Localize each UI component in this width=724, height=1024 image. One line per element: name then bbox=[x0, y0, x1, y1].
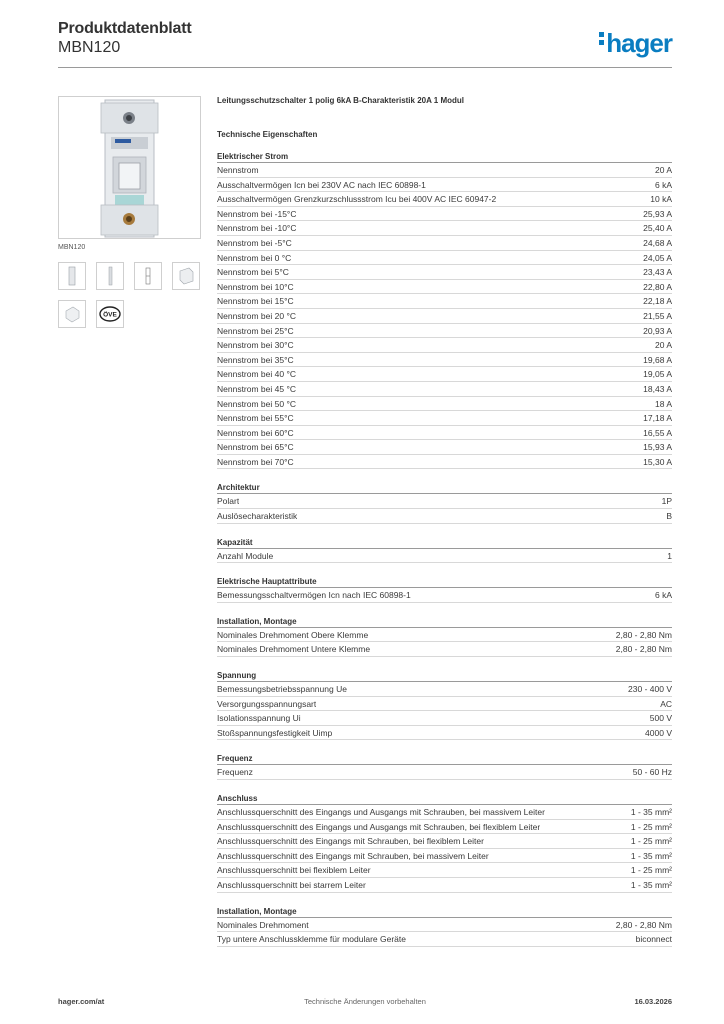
spec-label: Nennstrom bei 5°C bbox=[217, 267, 289, 278]
spec-row bbox=[217, 440, 672, 455]
spec-value: 1 - 25 mm² bbox=[630, 836, 672, 847]
thumbnail-side-view[interactable] bbox=[96, 262, 124, 290]
spec-value: 1 - 35 mm² bbox=[630, 807, 672, 817]
hager-logo bbox=[599, 28, 672, 59]
spec-value: 4000 V bbox=[645, 727, 672, 738]
spec-group bbox=[217, 538, 672, 564]
footer-disclaimer: Technische Änderungen vorbehalten bbox=[304, 997, 426, 1006]
spec-row bbox=[217, 294, 672, 309]
spec-row bbox=[217, 682, 672, 697]
spec-row bbox=[217, 918, 672, 933]
spec-value: 500 V bbox=[649, 713, 672, 724]
spec-label: Typ untere Anschlussklemme für modulare Geräte bbox=[217, 934, 406, 945]
spec-group-title: Architektur bbox=[217, 483, 672, 494]
ove-certification-icon bbox=[97, 301, 123, 327]
spec-value: 19,05 A bbox=[643, 369, 672, 380]
spec-label: Anschlussquerschnitt des Eingangs mit Schrauben, bei massivem Leiter bbox=[217, 850, 489, 861]
spec-row bbox=[217, 192, 672, 207]
spec-row bbox=[217, 382, 672, 397]
product-image bbox=[58, 96, 201, 239]
thumbnail-certification[interactable] bbox=[96, 300, 124, 328]
spec-value: 50 - 60 Hz bbox=[632, 767, 672, 778]
spec-label: Nennstrom bei 40 °C bbox=[217, 369, 296, 380]
spec-value: 15,30 A bbox=[643, 456, 672, 467]
logo-text: hager bbox=[606, 28, 672, 58]
spec-value: 20 A bbox=[654, 340, 672, 351]
spec-row bbox=[217, 455, 672, 470]
spec-value: 1 bbox=[667, 550, 672, 561]
spec-group bbox=[217, 483, 672, 523]
spec-row bbox=[217, 338, 672, 353]
spec-label: Stoßspannungsfestigkeit Uimp bbox=[217, 727, 333, 738]
thumbnail-packaging[interactable] bbox=[58, 300, 86, 328]
spec-row bbox=[217, 878, 672, 893]
spec-label: Nennstrom bbox=[217, 165, 259, 175]
spec-group-title: Anschluss bbox=[217, 794, 672, 805]
spec-label: Nennstrom bei 20 °C bbox=[217, 310, 296, 321]
spec-row bbox=[217, 221, 672, 236]
spec-row bbox=[217, 765, 672, 780]
spec-group bbox=[217, 152, 672, 469]
document-header bbox=[58, 20, 672, 70]
spec-row bbox=[217, 367, 672, 382]
product-image-caption: MBN120 bbox=[58, 244, 86, 251]
document-subtitle: MBN120 bbox=[58, 39, 121, 56]
spec-label: Nennstrom bei 35°C bbox=[217, 354, 294, 365]
spec-value: B bbox=[666, 511, 672, 522]
spec-value: 18 A bbox=[654, 398, 672, 409]
spec-value: 25,93 A bbox=[643, 208, 672, 219]
spec-row bbox=[217, 207, 672, 222]
spec-value: 2,80 - 2,80 Nm bbox=[615, 919, 672, 930]
spec-group bbox=[217, 617, 672, 657]
spec-value: AC bbox=[660, 698, 672, 709]
spec-label: Nennstrom bei 30°C bbox=[217, 340, 294, 351]
spec-row bbox=[217, 697, 672, 712]
spec-label: Anschlussquerschnitt des Eingangs und Ausgangs mit Schrauben, bei flexiblem Leiter bbox=[217, 821, 541, 832]
spec-group bbox=[217, 754, 672, 780]
spec-row bbox=[217, 163, 672, 178]
spec-label: Anschlussquerschnitt bei starrem Leiter bbox=[217, 879, 366, 890]
spec-row bbox=[217, 251, 672, 266]
spec-label: Isolationsspannung Ui bbox=[217, 713, 301, 724]
spec-row bbox=[217, 309, 672, 324]
spec-group bbox=[217, 794, 672, 893]
spec-label: Nennstrom bei 15°C bbox=[217, 296, 294, 307]
spec-group-title: Spannung bbox=[217, 671, 672, 682]
spec-value: 17,18 A bbox=[643, 413, 672, 424]
spec-value: 2,80 - 2,80 Nm bbox=[615, 644, 672, 655]
spec-value: 1 - 35 mm² bbox=[630, 850, 672, 861]
spec-row bbox=[217, 642, 672, 657]
spec-value: 21,55 A bbox=[643, 310, 672, 321]
certification-badge-text: ÖVE bbox=[103, 311, 117, 319]
spec-label: Nennstrom bei 50 °C bbox=[217, 398, 296, 409]
breaker-angled-icon bbox=[173, 263, 199, 289]
spec-row bbox=[217, 236, 672, 251]
spec-label: Nennstrom bei 45 °C bbox=[217, 383, 296, 394]
spec-value: 25,40 A bbox=[643, 223, 672, 234]
thumbnail-angled-view[interactable] bbox=[172, 262, 200, 290]
spec-row bbox=[217, 324, 672, 339]
spec-value: 22,18 A bbox=[643, 296, 672, 307]
spec-label: Nennstrom bei 10°C bbox=[217, 281, 294, 292]
spec-label: Bemessungsbetriebsspannung Ue bbox=[217, 684, 347, 695]
spec-row bbox=[217, 426, 672, 441]
spec-label: Nennstrom bei 55°C bbox=[217, 413, 294, 424]
spec-value: 10 kA bbox=[650, 194, 672, 205]
spec-row bbox=[217, 178, 672, 193]
spec-value: 24,68 A bbox=[643, 237, 672, 248]
spec-row bbox=[217, 549, 672, 564]
spec-group-title: Kapazität bbox=[217, 538, 672, 549]
spec-label: Bemessungsschaltvermögen Icn nach IEC 60898-1 bbox=[217, 590, 411, 601]
spec-value: 18,43 A bbox=[643, 383, 672, 394]
spec-group-title: Installation, Montage bbox=[217, 617, 672, 628]
spec-label: Nominales Drehmoment Obere Klemme bbox=[217, 629, 369, 640]
technical-properties-title: Technische Eigenschaften bbox=[217, 130, 318, 139]
spec-label: Anschlussquerschnitt des Eingangs mit Schrauben, bei flexiblem Leiter bbox=[217, 836, 484, 847]
header-divider bbox=[58, 67, 672, 68]
spec-value: 1P bbox=[661, 496, 672, 507]
spec-value: 6 kA bbox=[654, 179, 672, 190]
spec-label: Versorgungsspannungsart bbox=[217, 698, 317, 709]
spec-row bbox=[217, 932, 672, 947]
spec-value: 20,93 A bbox=[643, 325, 672, 336]
breaker-accessory-icon bbox=[59, 301, 85, 327]
spec-value: 15,93 A bbox=[643, 442, 672, 453]
spec-value: 20 A bbox=[654, 165, 672, 175]
document-title: Produktdatenblatt bbox=[58, 20, 192, 37]
spec-value: biconnect bbox=[635, 934, 672, 945]
spec-value: 6 kA bbox=[654, 590, 672, 601]
spec-label: Nominales Drehmoment Untere Klemme bbox=[217, 644, 371, 655]
spec-value: 2,80 - 2,80 Nm bbox=[615, 629, 672, 640]
spec-label: Auslösecharakteristik bbox=[217, 511, 298, 522]
spec-row bbox=[217, 820, 672, 835]
spec-content bbox=[217, 96, 672, 947]
spec-row bbox=[217, 494, 672, 509]
spec-row bbox=[217, 588, 672, 603]
spec-label: Anzahl Module bbox=[217, 550, 274, 561]
product-description: Leitungsschutzschalter 1 polig 6kA B-Charakteristik 20A 1 Modul bbox=[217, 96, 465, 105]
spec-row bbox=[217, 726, 672, 741]
spec-label: Polart bbox=[217, 496, 240, 507]
spec-value: 16,55 A bbox=[643, 427, 672, 438]
spec-label: Frequenz bbox=[217, 767, 253, 778]
spec-label: Nennstrom bei 25°C bbox=[217, 325, 294, 336]
spec-value: 1 - 25 mm² bbox=[630, 865, 672, 876]
spec-row bbox=[217, 280, 672, 295]
logo-dots-icon bbox=[599, 32, 605, 48]
thumbnail-front-view[interactable] bbox=[58, 262, 86, 290]
breaker-front-icon bbox=[59, 263, 85, 289]
spec-row bbox=[217, 411, 672, 426]
spec-group-title: Frequenz bbox=[217, 754, 672, 765]
spec-row bbox=[217, 863, 672, 878]
footer-website[interactable]: hager.com/at bbox=[58, 997, 105, 1006]
spec-label: Ausschaltvermögen Grenzkurzschlussstrom Icu bei 400V AC IEC 60947-2 bbox=[217, 194, 497, 205]
spec-group bbox=[217, 671, 672, 740]
spec-label: Nennstrom bei 60°C bbox=[217, 427, 294, 438]
spec-label: Nennstrom bei -5°C bbox=[217, 237, 292, 248]
spec-value: 230 - 400 V bbox=[628, 684, 672, 695]
spec-row bbox=[217, 628, 672, 643]
spec-row bbox=[217, 397, 672, 412]
spec-group-title: Elektrischer Strom bbox=[217, 152, 672, 163]
spec-label: Ausschaltvermögen Icn bei 230V AC nach IEC 60898-1 bbox=[217, 179, 426, 190]
spec-groups bbox=[217, 152, 672, 947]
technical-drawing-icon bbox=[135, 263, 161, 289]
spec-value: 23,43 A bbox=[643, 267, 672, 278]
spec-value: 24,05 A bbox=[643, 252, 672, 263]
spec-label: Nennstrom bei 70°C bbox=[217, 456, 294, 467]
spec-row bbox=[217, 834, 672, 849]
spec-group-title: Installation, Montage bbox=[217, 907, 672, 918]
breaker-side-icon bbox=[97, 263, 123, 289]
thumbnail-drawing[interactable] bbox=[134, 262, 162, 290]
spec-label: Nennstrom bei 0 °C bbox=[217, 252, 292, 263]
spec-row bbox=[217, 711, 672, 726]
spec-value: 22,80 A bbox=[643, 281, 672, 292]
circuit-breaker-icon bbox=[59, 97, 200, 238]
spec-value: 1 - 25 mm² bbox=[630, 821, 672, 832]
spec-row bbox=[217, 509, 672, 524]
spec-group bbox=[217, 577, 672, 603]
spec-label: Nominales Drehmoment bbox=[217, 919, 309, 930]
spec-group bbox=[217, 907, 672, 947]
spec-value: 1 - 35 mm² bbox=[630, 879, 672, 890]
footer-date: 16.03.2026 bbox=[634, 997, 672, 1006]
spec-row bbox=[217, 353, 672, 368]
spec-label: Nennstrom bei -10°C bbox=[217, 223, 297, 234]
spec-row bbox=[217, 805, 672, 820]
spec-label: Nennstrom bei -15°C bbox=[217, 208, 297, 219]
spec-label: Anschlussquerschnitt bei flexiblem Leiter bbox=[217, 865, 371, 876]
spec-row bbox=[217, 265, 672, 280]
spec-row bbox=[217, 849, 672, 864]
spec-label: Nennstrom bei 65°C bbox=[217, 442, 294, 453]
spec-group-title: Elektrische Hauptattribute bbox=[217, 577, 672, 588]
spec-label: Anschlussquerschnitt des Eingangs und Ausgangs mit Schrauben, bei massivem Leiter bbox=[217, 807, 545, 817]
spec-value: 19,68 A bbox=[643, 354, 672, 365]
